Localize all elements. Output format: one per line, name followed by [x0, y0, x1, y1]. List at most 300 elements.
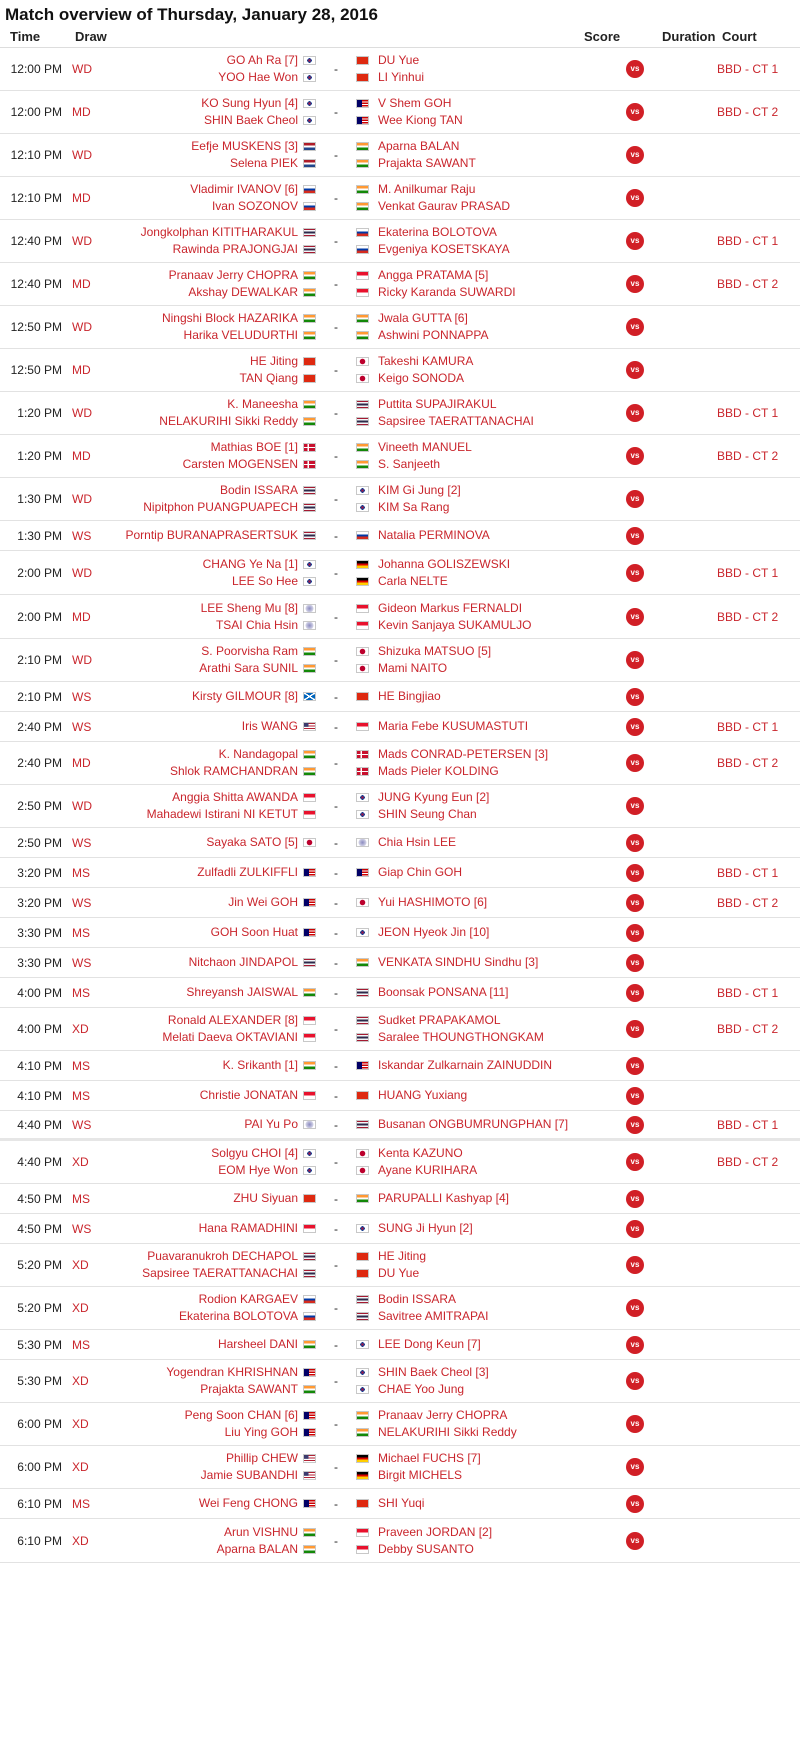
match-vs-cell	[613, 527, 657, 545]
player-link[interactable]: Aparna BALAN	[378, 139, 460, 153]
player-link[interactable]: Nitchaon JINDAPOL	[188, 955, 298, 969]
vs-icon[interactable]: vs	[626, 797, 644, 815]
player-link[interactable]: Pranaav Jerry CHOPRA	[168, 268, 298, 282]
player-link[interactable]: Kirsty GILMOUR [8]	[191, 689, 298, 703]
vs-icon[interactable]: vs	[626, 608, 644, 626]
player-link[interactable]: Jongkolphan KITITHARAKUL	[140, 225, 298, 239]
team-1-flags	[298, 600, 320, 634]
match-draw-link[interactable]: WD	[72, 565, 92, 580]
player-link[interactable]: Jin Wei GOH	[228, 895, 298, 909]
player-link[interactable]: Wei Feng CHONG	[198, 1496, 298, 1510]
player-link[interactable]: Puavaranukroh DECHAPOL	[147, 1249, 298, 1263]
vs-icon[interactable]: vs	[626, 954, 644, 972]
player-link[interactable]: Sapsiree TAERATTANACHAI	[142, 1266, 298, 1280]
match-court-link[interactable]: BBD - CT 2	[717, 277, 779, 291]
match-time: 1:30 PM	[17, 528, 62, 543]
player-link[interactable]: Prajakta SAWANT	[200, 1382, 298, 1396]
player-link[interactable]: Sudket PRAPAKAMOL	[378, 1013, 501, 1027]
vs-icon[interactable]: vs	[626, 984, 644, 1002]
match-vs-cell	[613, 834, 657, 852]
header-duration: Duration	[662, 29, 716, 44]
match-draw-link[interactable]: MS	[72, 1496, 90, 1511]
player-link[interactable]: Debby SUSANTO	[378, 1541, 474, 1556]
vs-icon[interactable]: vs	[626, 718, 644, 736]
match-draw-link[interactable]: WS	[72, 689, 92, 704]
player-link[interactable]: VENKATA SINDHU Sindhu [3]	[378, 955, 539, 969]
flag-ina-icon	[303, 1091, 316, 1100]
vs-icon[interactable]: vs	[626, 564, 644, 582]
player-link[interactable]: Yui HASHIMOTO [6]	[378, 895, 488, 909]
player-link[interactable]: Rawinda PRAJONGJAI	[172, 242, 298, 256]
versus-separator: -	[334, 528, 338, 543]
player-link[interactable]: M. Anilkumar Raju	[378, 182, 476, 196]
flag-den-icon	[356, 767, 369, 776]
player-link[interactable]: Anggia Shitta AWANDA	[172, 790, 298, 804]
player-link[interactable]: SHIN Seung Chan	[378, 807, 477, 821]
player-link[interactable]: Shizuka MATSUO [5]	[378, 644, 492, 658]
table-row	[0, 712, 800, 742]
player-link[interactable]: Iris WANG	[241, 719, 298, 733]
player-link[interactable]: K. Maneesha	[227, 397, 298, 411]
vs-icon[interactable]: vs	[626, 60, 644, 78]
player-link[interactable]: Maria Febe KUSUMASTUTI	[378, 719, 529, 733]
team-1-flags	[298, 527, 320, 544]
vs-icon[interactable]: vs	[626, 1087, 644, 1105]
match-draw-link[interactable]: XD	[72, 1301, 89, 1315]
player-link[interactable]: PARUPALLI Kashyap [4]	[378, 1191, 509, 1205]
player-link[interactable]: Mathias BOE [1]	[210, 440, 298, 454]
vs-icon[interactable]: vs	[626, 754, 644, 772]
match-draw-link[interactable]: MD	[72, 449, 91, 463]
player-link[interactable]: Christie JONATAN	[199, 1088, 298, 1102]
match-draw-link[interactable]: WD	[72, 492, 92, 506]
team-1-flags	[298, 396, 320, 430]
player-link[interactable]: Iskandar Zulkarnain ZAINUDDIN	[378, 1058, 553, 1072]
player-link[interactable]: Harsheel DANI	[217, 1337, 298, 1351]
match-vs-cell	[613, 1532, 657, 1550]
player-link[interactable]: HE Bingjiao	[378, 689, 441, 703]
match-draw-link[interactable]: XD	[72, 1533, 89, 1548]
player-link[interactable]: Carla NELTE	[378, 573, 448, 588]
match-draw-link[interactable]: WD	[72, 799, 92, 813]
player-link[interactable]: Puttita SUPAJIRAKUL	[378, 397, 497, 411]
match-vs-cell	[613, 1336, 657, 1354]
versus-separator: -	[334, 756, 338, 770]
vs-icon[interactable]: vs	[626, 103, 644, 121]
vs-icon[interactable]: vs	[626, 404, 644, 422]
flag-ina-icon	[303, 810, 316, 819]
match-draw-link[interactable]: MS	[72, 1191, 90, 1206]
team-1-flags	[298, 439, 320, 473]
match-draw-link[interactable]: XD	[72, 1417, 89, 1431]
player-link[interactable]: Praveen JORDAN [2]	[378, 1524, 493, 1539]
match-draw-link[interactable]: MD	[72, 277, 91, 291]
player-link[interactable]: CHAE Yoo Jung	[378, 1382, 465, 1396]
team-1-flags	[298, 746, 320, 780]
match-vs-cell	[613, 1220, 657, 1238]
versus-separator: -	[334, 320, 338, 334]
player-link[interactable]: K. Srikanth [1]	[222, 1058, 298, 1072]
player-link[interactable]: Boonsak PONSANA [11]	[378, 985, 509, 999]
match-vs-cell	[613, 688, 657, 706]
table-row	[0, 521, 800, 551]
table-row	[0, 306, 800, 349]
player-link[interactable]: YOO Hae Won	[218, 70, 298, 84]
player-link[interactable]: Arathi Sara SUNIL	[199, 661, 298, 675]
player-link[interactable]: Mahadewi Istirani NI KETUT	[146, 807, 298, 821]
player-link[interactable]: Ningshi Block HAZARIKA	[161, 311, 298, 325]
flag-mas-icon	[356, 868, 369, 877]
match-draw-link[interactable]: WD	[72, 653, 92, 667]
match-draw-link[interactable]: WS	[72, 955, 92, 970]
match-court-link[interactable]: BBD - CT 1	[717, 719, 779, 734]
player-link[interactable]: Ekaterina BOLOTOVA	[378, 225, 497, 239]
match-draw-link[interactable]: MD	[72, 363, 91, 377]
player-link[interactable]: Sapsiree TAERATTANACHAI	[378, 414, 534, 428]
player-link[interactable]: LEE Sheng Mu [8]	[200, 600, 298, 615]
team-1	[102, 310, 298, 344]
table-row	[0, 1360, 800, 1403]
match-draw-link[interactable]: MS	[72, 1337, 90, 1352]
flag-ger-icon	[356, 1454, 369, 1463]
match-draw-link[interactable]: XD	[72, 1460, 89, 1474]
vs-icon[interactable]: vs	[626, 1336, 644, 1354]
vs-icon[interactable]: vs	[626, 1020, 644, 1038]
team-1-flags	[298, 95, 320, 129]
match-draw-link[interactable]: WS	[72, 1117, 92, 1132]
match-court-link[interactable]: BBD - CT 2	[717, 1155, 779, 1169]
flag-mas-icon	[303, 928, 316, 937]
player-link[interactable]: Sayaka SATO [5]	[206, 835, 298, 849]
player-link[interactable]: Mads CONRAD-PETERSEN [3]	[378, 747, 549, 761]
vs-icon[interactable]: vs	[626, 1220, 644, 1238]
match-time: 3:30 PM	[17, 955, 62, 970]
match-draw-link[interactable]: MD	[72, 756, 91, 770]
player-link[interactable]: Saralee THOUNGTHONGKAM	[378, 1030, 544, 1044]
match-draw-link[interactable]: WD	[72, 234, 92, 248]
vs-icon[interactable]: vs	[626, 1532, 644, 1550]
player-link[interactable]: Angga PRATAMA [5]	[378, 268, 489, 282]
player-link[interactable]: SUNG Ji Hyun [2]	[378, 1221, 473, 1235]
vs-icon[interactable]: vs	[626, 1057, 644, 1075]
player-link[interactable]: Arun VISHNU	[223, 1524, 298, 1539]
player-link[interactable]: Busanan ONGBUMRUNGPHAN [7]	[378, 1117, 569, 1131]
player-link[interactable]: NELAKURIHI Sikki Reddy	[378, 1425, 517, 1439]
match-draw-link[interactable]: MD	[72, 105, 91, 119]
vs-icon[interactable]: vs	[626, 651, 644, 669]
vs-icon[interactable]: vs	[626, 1372, 644, 1390]
player-link[interactable]: SHI Yuqi	[378, 1496, 425, 1510]
match-court-link[interactable]: BBD - CT 1	[717, 565, 779, 580]
player-link[interactable]: LEE Dong Keun [7]	[378, 1337, 481, 1351]
player-link[interactable]: Savitree AMITRAPAI	[378, 1309, 489, 1323]
player-link[interactable]: DU Yue	[378, 53, 420, 67]
vs-icon[interactable]: vs	[626, 1299, 644, 1317]
match-draw-link[interactable]: XD	[72, 1258, 89, 1272]
match-court-link[interactable]: BBD - CT 1	[717, 865, 779, 880]
player-link[interactable]: Wee Kiong TAN	[378, 113, 463, 127]
table-row	[0, 978, 800, 1008]
header-court: Court	[722, 29, 757, 44]
match-draw-link[interactable]: WS	[72, 895, 92, 910]
player-link[interactable]: EOM Hye Won	[218, 1163, 298, 1177]
player-link[interactable]: Giap Chin GOH	[378, 865, 463, 879]
vs-icon[interactable]: vs	[626, 490, 644, 508]
player-link[interactable]: Liu Ying GOH	[224, 1425, 298, 1439]
match-draw-link[interactable]: MD	[72, 191, 91, 205]
player-link[interactable]: TAN Qiang	[239, 371, 298, 385]
team-1	[102, 1057, 298, 1074]
team-1	[102, 984, 298, 1001]
team-1-flags	[298, 1116, 320, 1133]
player-link[interactable]: Zulfadli ZULKIFFLI	[197, 865, 298, 879]
table-row	[0, 682, 800, 712]
player-link[interactable]: SHIN Baek Cheol [3]	[378, 1365, 489, 1379]
team-2-flags	[352, 1248, 373, 1282]
player-link[interactable]: Bodin ISSARA	[219, 483, 298, 497]
player-link[interactable]: KIM Sa Rang	[378, 500, 450, 514]
vs-icon[interactable]: vs	[626, 1256, 644, 1274]
versus-separator: -	[334, 1258, 338, 1272]
vs-icon[interactable]: vs	[626, 864, 644, 882]
player-link[interactable]: Jwala GUTTA [6]	[378, 311, 468, 325]
vs-icon[interactable]: vs	[626, 527, 644, 545]
match-time: 6:00 PM	[17, 1460, 62, 1474]
match-time: 6:10 PM	[17, 1533, 62, 1548]
player-link[interactable]: KIM Gi Jung [2]	[378, 483, 461, 497]
team-2-flags	[352, 482, 373, 516]
player-link[interactable]: Yogendran KHRISHNAN	[166, 1365, 298, 1379]
flag-usa-icon	[303, 722, 316, 731]
flag-ind-icon	[356, 202, 369, 211]
player-link[interactable]: Melati Daeva OKTAVIANI	[162, 1030, 298, 1044]
player-link[interactable]: Ricky Karanda SUWARDI	[378, 285, 516, 299]
player-link[interactable]: Aparna BALAN	[216, 1541, 298, 1556]
flag-kor-icon	[303, 1166, 316, 1175]
player-link[interactable]: Kenta KAZUNO	[378, 1146, 463, 1160]
player-link[interactable]: Natalia PERMINOVA	[378, 528, 490, 542]
match-draw-link[interactable]: WS	[72, 1221, 92, 1236]
match-court-link[interactable]: BBD - CT 2	[717, 895, 779, 910]
player-link[interactable]: Ronald ALEXANDER [8]	[167, 1013, 298, 1027]
vs-icon[interactable]: vs	[626, 688, 644, 706]
versus-separator: -	[334, 1460, 338, 1474]
team-2	[373, 353, 613, 387]
player-link[interactable]: HUANG Yuxiang	[378, 1088, 468, 1102]
versus-separator: -	[334, 719, 338, 734]
player-link[interactable]: S. Poorvisha Ram	[201, 644, 298, 658]
match-court-link[interactable]: BBD - CT 2	[717, 609, 779, 624]
vs-icon[interactable]: vs	[626, 834, 644, 852]
flag-ind-icon	[303, 1340, 316, 1349]
match-draw-link[interactable]: WD	[72, 148, 92, 162]
match-draw-link[interactable]: MS	[72, 865, 90, 880]
match-court-link[interactable]: BBD - CT 2	[717, 756, 779, 770]
player-link[interactable]: Vineeth MANUEL	[378, 440, 472, 454]
vs-icon[interactable]: vs	[626, 232, 644, 250]
match-draw-link[interactable]: XD	[72, 1155, 89, 1169]
match-court-link[interactable]: BBD - CT 1	[717, 406, 779, 420]
vs-icon[interactable]: vs	[626, 1458, 644, 1476]
team-2-flags	[352, 643, 373, 677]
vs-icon[interactable]: vs	[626, 275, 644, 293]
table-row	[0, 918, 800, 948]
player-link[interactable]: JEON Hyeok Jin [10]	[378, 925, 490, 939]
player-link[interactable]: Mads Pieler KOLDING	[378, 764, 499, 778]
match-court-link[interactable]: BBD - CT 1	[717, 234, 779, 248]
player-link[interactable]: Takeshi KAMURA	[378, 354, 474, 368]
match-draw-link[interactable]: WS	[72, 835, 92, 850]
match-draw-link[interactable]: WD	[72, 406, 92, 420]
table-row	[0, 177, 800, 220]
player-link[interactable]: Solgyu CHOI [4]	[211, 1146, 298, 1160]
vs-icon[interactable]: vs	[626, 1116, 644, 1134]
player-link[interactable]: KO Sung Hyun [4]	[201, 96, 298, 110]
team-2	[373, 924, 613, 941]
player-link[interactable]: Akshay DEWALKAR	[188, 285, 298, 299]
vs-icon[interactable]: vs	[626, 146, 644, 164]
match-draw-link[interactable]: MS	[72, 925, 90, 940]
match-draw-link[interactable]: XD	[72, 1022, 89, 1036]
vs-icon[interactable]: vs	[626, 318, 644, 336]
player-link[interactable]: JUNG Kyung Eun [2]	[378, 790, 490, 804]
player-link[interactable]: Ashwini PONNAPPA	[378, 328, 489, 342]
player-link[interactable]: Ekaterina BOLOTOVA	[179, 1309, 298, 1323]
player-link[interactable]: HE Jiting	[378, 1249, 427, 1263]
player-link[interactable]: Harika VELUDURTHI	[183, 328, 298, 342]
player-link[interactable]: Prajakta SAWANT	[378, 156, 476, 170]
match-draw-link[interactable]: MD	[72, 609, 91, 624]
flag-ind-icon	[356, 958, 369, 967]
match-time: 2:00 PM	[17, 565, 62, 580]
player-link[interactable]: Mami NAITO	[378, 661, 448, 675]
team-2	[373, 984, 613, 1001]
flag-chn-icon	[303, 1194, 316, 1203]
player-link[interactable]: Evgeniya KOSETSKAYA	[378, 242, 510, 256]
player-link[interactable]: Rodion KARGAEV	[198, 1292, 298, 1306]
player-link[interactable]: DU Yue	[378, 1266, 420, 1280]
vs-icon[interactable]: vs	[626, 1190, 644, 1208]
vs-icon[interactable]: vs	[626, 361, 644, 379]
vs-icon[interactable]: vs	[626, 1495, 644, 1513]
team-2	[373, 1291, 613, 1325]
player-link[interactable]: Bodin ISSARA	[378, 1292, 457, 1306]
player-link[interactable]: LEE So Hee	[231, 573, 298, 588]
player-link[interactable]: Hana RAMADHINI	[198, 1221, 298, 1235]
match-court-link[interactable]: BBD - CT 1	[717, 985, 779, 1000]
player-link[interactable]: Eefje MUSKENS [3]	[191, 139, 298, 153]
vs-icon[interactable]: vs	[626, 1415, 644, 1433]
table-row	[0, 48, 800, 91]
match-court-link[interactable]: BBD - CT 1	[717, 62, 779, 76]
player-link[interactable]: LI Yinhui	[378, 70, 425, 84]
flag-rus-icon	[303, 1295, 316, 1304]
player-link[interactable]: Ayane KURIHARA	[378, 1163, 478, 1177]
player-link[interactable]: Keigo SONODA	[378, 371, 465, 385]
flag-rus-icon	[303, 202, 316, 211]
match-draw-link[interactable]: MS	[72, 1058, 90, 1073]
team-2	[373, 439, 613, 473]
vs-icon[interactable]: vs	[626, 1153, 644, 1171]
player-link[interactable]: Jamie SUBANDHI	[200, 1468, 298, 1482]
versus-separator: -	[334, 1088, 338, 1103]
player-link[interactable]: Carsten MOGENSEN	[182, 457, 298, 471]
vs-icon[interactable]: vs	[626, 924, 644, 942]
team-2	[373, 396, 613, 430]
player-link[interactable]: PAI Yu Po	[244, 1117, 298, 1131]
match-draw-link[interactable]: WS	[72, 719, 92, 734]
match-draw-link[interactable]: MS	[72, 985, 90, 1000]
player-link[interactable]: SHIN Baek Cheol	[203, 113, 298, 127]
player-link[interactable]: Peng Soon CHAN [6]	[184, 1408, 298, 1422]
player-link[interactable]: CHANG Ye Na [1]	[202, 556, 298, 571]
flag-jpn-icon	[303, 838, 316, 847]
match-draw-link[interactable]: XD	[72, 1374, 89, 1388]
player-link[interactable]: Vladimir IVANOV [6]	[190, 182, 298, 196]
player-link[interactable]: HE Jiting	[249, 354, 298, 368]
player-link[interactable]: Michael FUCHS [7]	[378, 1451, 481, 1465]
table-row	[0, 888, 800, 918]
vs-icon[interactable]: vs	[626, 189, 644, 207]
player-link[interactable]: Shlok RAMCHANDRAN	[169, 764, 298, 778]
match-draw-link[interactable]: WD	[72, 62, 92, 76]
flag-ina-icon	[303, 1033, 316, 1042]
match-draw-link[interactable]: WD	[72, 320, 92, 334]
player-link[interactable]: V Shem GOH	[378, 96, 452, 110]
team-1	[102, 1336, 298, 1353]
player-link[interactable]: Pranaav Jerry CHOPRA	[378, 1408, 508, 1422]
versus-separator: -	[334, 1301, 338, 1315]
player-link[interactable]: Phillip CHEW	[225, 1451, 298, 1465]
match-court-link[interactable]: BBD - CT 2	[717, 105, 779, 119]
match-time: 12:10 PM	[10, 148, 62, 162]
player-link[interactable]: Shreyansh JAISWAL	[186, 985, 298, 999]
match-time: 1:20 PM	[17, 449, 62, 463]
match-draw-link[interactable]: WS	[72, 528, 92, 543]
player-link[interactable]: NELAKURIHI Sikki Reddy	[159, 414, 298, 428]
player-link[interactable]: ZHU Siyuan	[233, 1191, 298, 1205]
player-link[interactable]: Kevin Sanjaya SUKAMULJO	[378, 617, 532, 632]
player-link[interactable]: Birgit MICHELS	[378, 1468, 463, 1482]
player-link[interactable]: Selena PIEK	[229, 156, 298, 170]
vs-icon[interactable]: vs	[626, 894, 644, 912]
match-court-link[interactable]: BBD - CT 2	[717, 1022, 779, 1036]
match-time: 5:30 PM	[17, 1337, 62, 1352]
player-link[interactable]: Gideon Markus FERNALDI	[378, 600, 523, 615]
match-time: 12:40 PM	[10, 277, 62, 291]
player-link[interactable]: Johanna GOLISZEWSKI	[378, 556, 511, 571]
player-link[interactable]: Porntip BURANAPRASERTSUK	[125, 528, 298, 542]
player-link[interactable]: Nipitphon PUANGPUAPECH	[143, 500, 298, 514]
team-1	[102, 954, 298, 971]
player-link[interactable]: TSAI Chia Hsin	[215, 617, 298, 632]
player-link[interactable]: GOH Soon Huat	[210, 925, 298, 939]
player-link[interactable]: Chia Hsin LEE	[378, 835, 457, 849]
player-link[interactable]: Venkat Gaurav PRASAD	[378, 199, 511, 213]
match-court-link[interactable]: BBD - CT 2	[717, 449, 779, 463]
player-link[interactable]: K. Nandagopal	[218, 747, 298, 761]
player-link[interactable]: GO Ah Ra [7]	[226, 53, 298, 67]
flag-ina-icon	[303, 793, 316, 802]
player-link[interactable]: S. Sanjeeth	[378, 457, 441, 471]
player-link[interactable]: Ivan SOZONOV	[211, 199, 298, 213]
vs-icon[interactable]: vs	[626, 447, 644, 465]
match-vs-cell	[613, 564, 657, 582]
match-draw-link[interactable]: MS	[72, 1088, 90, 1103]
flag-kor-icon	[303, 99, 316, 108]
match-court-link[interactable]: BBD - CT 1	[717, 1117, 779, 1132]
team-1	[102, 1407, 298, 1441]
